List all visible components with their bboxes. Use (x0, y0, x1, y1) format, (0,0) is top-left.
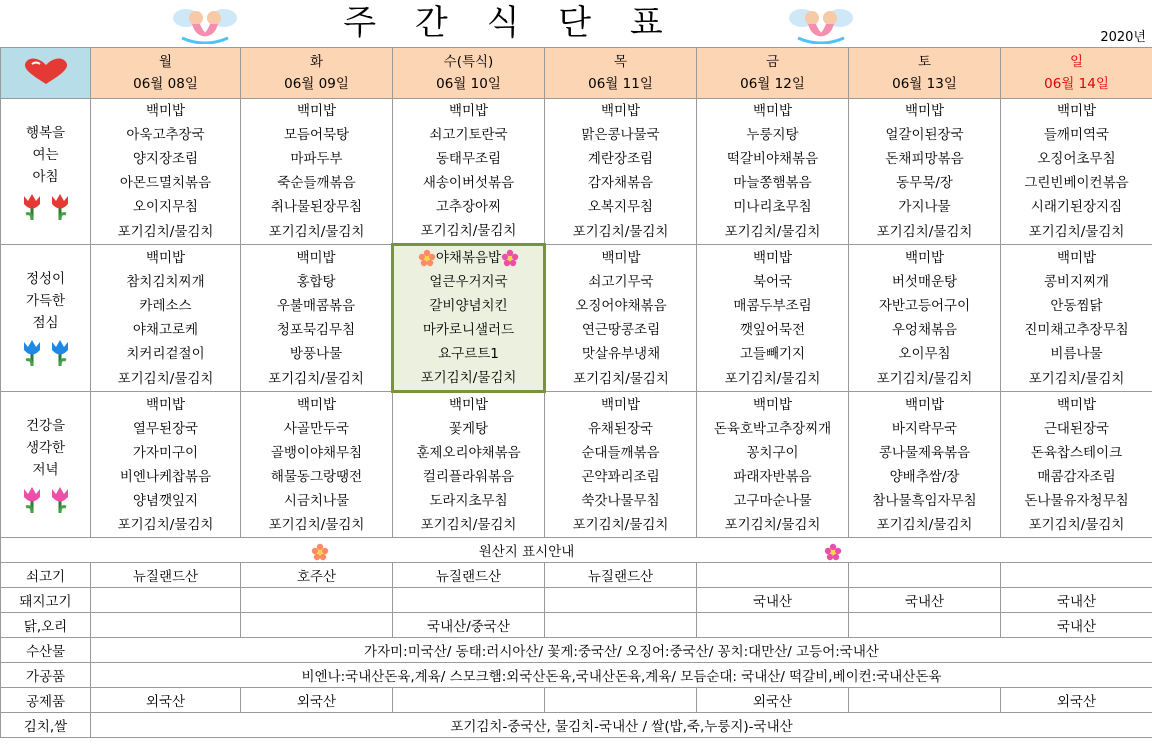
menu-item: 죽순들깨볶음 (241, 171, 393, 195)
menu-item: 백미밥 (1001, 392, 1152, 418)
meal-row (1, 171, 1152, 195)
menu-item: 백미밥 (241, 392, 393, 418)
origin-row-kimchi_rice (1, 713, 1152, 738)
menu-item: 골뱅이야채무침 (241, 441, 393, 465)
menu-item: 고추장아찌 (393, 195, 545, 219)
menu-item: 양배추쌈/장 (849, 465, 1001, 489)
menu-item: 들깨미역국 (1001, 123, 1152, 147)
flower-icon (824, 543, 842, 561)
menu-item: 포기김치/물김치 (241, 219, 393, 245)
menu-item: 백미밥 (241, 245, 393, 271)
origin-label: 가공품 (1, 663, 91, 688)
meal-label-line: 저녁 (32, 461, 59, 478)
day-date: 06월 14일 (1044, 76, 1109, 92)
menu-item: 취나물된장무침 (241, 195, 393, 219)
menu-item: 미나리초무침 (697, 195, 849, 219)
menu-item: 고구마순나물 (697, 489, 849, 513)
origin-label: 돼지고기 (1, 588, 91, 613)
day-date: 06월 11일 (588, 76, 653, 92)
day-header-row (1, 48, 1152, 99)
menu-item: 포기김치/물김치 (697, 513, 849, 538)
menu-item: 비엔나케찹볶음 (91, 465, 241, 489)
tulip-pink-icon (18, 485, 74, 515)
menu-item: 유채된장국 (545, 417, 697, 441)
origin-cell (393, 588, 545, 613)
menu-item: 콩비지찌개 (1001, 270, 1152, 294)
menu-item: 오이무침 (849, 342, 1001, 366)
menu-item: 백미밥 (697, 245, 849, 271)
meal-label-line: 여는 (32, 146, 59, 163)
menu-item: 사골만두국 (241, 417, 393, 441)
menu-item: 그린빈베이컨볶음 (1001, 171, 1152, 195)
meal-row (1, 123, 1152, 147)
origin-cell (697, 613, 849, 638)
day-header-4 (697, 48, 849, 99)
meal-row (1, 270, 1152, 294)
origin-row-pork (1, 588, 1152, 613)
origin-cell (241, 588, 393, 613)
menu-item: 오복지무침 (545, 195, 697, 219)
meal-row (1, 195, 1152, 219)
menu-item: 포기김치/물김치 (697, 366, 849, 392)
day-name: 토 (917, 54, 932, 70)
origin-cell (545, 688, 697, 713)
menu-item: 감자채볶음 (545, 171, 697, 195)
menu-item: 백미밥 (241, 99, 393, 124)
origin-cell: 외국산 (91, 688, 241, 713)
origin-text: 가자미:미국산/ 동태:러시아산/ 꽃게:중국산/ 오징어:중국산/ 꽁치:대만산/ 고등어:국내산 (91, 638, 1152, 663)
flower-icon (311, 543, 329, 561)
menu-item: 동태무조림 (393, 147, 545, 171)
day-date: 06월 10일 (436, 76, 501, 92)
year-label: 2020년 (1100, 30, 1146, 45)
menu-item: 누룽지탕 (697, 123, 849, 147)
menu-item: 포기김치/물김치 (393, 219, 545, 245)
origin-text: 포기김치-중국산, 물김치-국내산 / 쌀(밥,죽,누룽지)-국내산 (91, 713, 1152, 738)
menu-item: 포기김치/물김치 (241, 513, 393, 538)
origin-label: 공제품 (1, 688, 91, 713)
menu-item: 고들빼기지 (697, 342, 849, 366)
origin-row-rations (1, 688, 1152, 713)
menu-item: 포기김치/물김치 (91, 219, 241, 245)
meal-label-1 (1, 245, 91, 392)
menu-item: 쇠고기무국 (545, 270, 697, 294)
day-date: 06월 12일 (740, 76, 805, 92)
meal-label-2 (1, 392, 91, 538)
angel-icon (784, 2, 858, 44)
origin-row-poultry (1, 613, 1152, 638)
meal-label-line: 건강을 (25, 417, 66, 434)
origin-cell (1001, 563, 1152, 588)
menu-item: 돈채피망볶음 (849, 147, 1001, 171)
origin-text: 비엔나:국내산돈육,계육/ 스모크햄:외국산돈육,국내산돈육,계육/ 모듬순대: 국내산/ 떡갈비,베이컨:국내산돈육 (91, 663, 1152, 688)
menu-item: 백미밥 (849, 392, 1001, 418)
origin-cell (545, 613, 697, 638)
menu-item: 매콤감자조림 (1001, 465, 1152, 489)
day-name: 화 (309, 54, 324, 70)
menu-item: 참나물흑임자무침 (849, 489, 1001, 513)
origin-cell: 국내산 (849, 588, 1001, 613)
origin-title (1, 538, 1152, 563)
menu-item: 마파두부 (241, 147, 393, 171)
menu-item: 비름나물 (1001, 342, 1152, 366)
day-name: 목 (613, 54, 628, 70)
menu-item: 홍합탕 (241, 270, 393, 294)
menu-item: 백미밥 (1001, 99, 1152, 124)
menu-item: 포기김치/물김치 (91, 366, 241, 392)
tulip-blue-icon (18, 338, 74, 368)
menu-item: 오이지무침 (91, 195, 241, 219)
origin-cell (91, 588, 241, 613)
menu-item: 시래기된장지짐 (1001, 195, 1152, 219)
menu-item: 포기김치/물김치 (849, 366, 1001, 392)
origin-cell: 외국산 (1001, 688, 1152, 713)
menu-item: 백미밥 (697, 392, 849, 418)
menu-item: 얼큰우거지국 (393, 270, 545, 294)
menu-item: 모듬어묵탕 (241, 123, 393, 147)
heart-icon (20, 56, 72, 86)
menu-item: 연근땅콩조림 (545, 318, 697, 342)
meal-row (1, 147, 1152, 171)
menu-item: 방풍나물 (241, 342, 393, 366)
origin-row-processed (1, 663, 1152, 688)
menu-item: 백미밥 (1001, 245, 1152, 271)
origin-label: 쇠고기 (1, 563, 91, 588)
menu-item: 포기김치/물김치 (849, 219, 1001, 245)
day-header-1 (241, 48, 393, 99)
origin-title-text: 원산지 표시안내 (478, 543, 575, 560)
menu-item: 포기김치/물김치 (545, 513, 697, 538)
menu-item: 청포묵김무침 (241, 318, 393, 342)
menu-item: 곤약꽈리조림 (545, 465, 697, 489)
origin-cell: 뉴질랜드산 (393, 563, 545, 588)
menu-item: 포기김치/물김치 (697, 219, 849, 245)
meal-row (1, 366, 1152, 392)
origin-label: 닭,오리 (1, 613, 91, 638)
tulip-red-icon (18, 192, 74, 222)
meal-label-line: 행복을 (25, 124, 66, 141)
day-date: 06월 08일 (133, 76, 198, 92)
origin-cell (849, 563, 1001, 588)
day-header-0 (91, 48, 241, 99)
menu-item: 양지장조림 (91, 147, 241, 171)
day-name: 일 (1069, 54, 1084, 70)
origin-row-seafood (1, 638, 1152, 663)
day-date: 06월 09일 (284, 76, 349, 92)
day-name: 금 (765, 54, 780, 70)
menu-item-text: 야채볶음밥 (435, 250, 502, 266)
meal-label-line: 아침 (32, 168, 59, 185)
menu-item: 백미밥 (849, 245, 1001, 271)
menu-item: 우불매콤볶음 (241, 294, 393, 318)
menu-item: 포기김치/물김치 (393, 513, 545, 538)
menu-item: 자반고등어구이 (849, 294, 1001, 318)
meal-row (1, 342, 1152, 366)
meal-row (1, 441, 1152, 465)
day-name: 수(특식) (443, 54, 494, 70)
meal-label-line: 정성이 (25, 271, 66, 287)
menu-item: 백미밥 (545, 392, 697, 418)
origin-cell (849, 688, 1001, 713)
origin-cell: 국내산 (1001, 588, 1152, 613)
menu-item: 깻잎어묵전 (697, 318, 849, 342)
menu-item: 꽁치구이 (697, 441, 849, 465)
meal-row (1, 294, 1152, 318)
menu-item: 도라지초무침 (393, 489, 545, 513)
menu-item: 양념깻잎지 (91, 489, 241, 513)
menu-item: 아욱고추장국 (91, 123, 241, 147)
origin-cell (91, 613, 241, 638)
day-header-2 (393, 48, 545, 99)
origin-cell (241, 613, 393, 638)
origin-cell: 국내산 (697, 588, 849, 613)
meal-label-line: 생각한 (25, 439, 66, 456)
title-bar (0, 0, 1152, 47)
menu-item: 콩나물제육볶음 (849, 441, 1001, 465)
menu-item: 포기김치/물김치 (1001, 219, 1152, 245)
menu-item: 야채고로케 (91, 318, 241, 342)
meal-label-0 (1, 99, 91, 245)
menu-item: 백미밥 (91, 99, 241, 124)
origin-cell: 호주산 (241, 563, 393, 588)
menu-item: 계란장조림 (545, 147, 697, 171)
menu-item: 바지락무국 (849, 417, 1001, 441)
menu-item: 갈비양념치킨 (393, 294, 545, 318)
menu-item: 가자미구이 (91, 441, 241, 465)
origin-cell: 외국산 (697, 688, 849, 713)
origin-row-beef (1, 563, 1152, 588)
menu-item: 카레소스 (91, 294, 241, 318)
meal-row (1, 392, 1152, 418)
meal-row (1, 245, 1152, 271)
menu-item: 백미밥 (545, 245, 697, 271)
menu-item: 마늘쫑햄볶음 (697, 171, 849, 195)
origin-cell (393, 688, 545, 713)
menu-item: 포기김치/물김치 (241, 366, 393, 392)
menu-item: 해물동그랑땡전 (241, 465, 393, 489)
menu-item: 백미밥 (393, 392, 545, 418)
menu-item: 열무된장국 (91, 417, 241, 441)
menu-item: 백미밥 (91, 392, 241, 418)
menu-item: 마카로니샐러드 (393, 318, 545, 342)
menu-item: 새송이버섯볶음 (393, 171, 545, 195)
menu-item: 돈육찹스테이크 (1001, 441, 1152, 465)
meal-row (1, 318, 1152, 342)
menu-item: 동무묵/장 (849, 171, 1001, 195)
day-header-5 (849, 48, 1001, 99)
menu-item: 가지나물 (849, 195, 1001, 219)
menu-item: 떡갈비야채볶음 (697, 147, 849, 171)
origin-cell (697, 563, 849, 588)
menu-item: 꽃게탕 (393, 417, 545, 441)
origin-cell (545, 588, 697, 613)
menu-item: 참치김치찌개 (91, 270, 241, 294)
origin-cell: 뉴질랜드산 (545, 563, 697, 588)
menu-item: 포기김치/물김치 (545, 219, 697, 245)
origin-label: 김치,쌀 (1, 713, 91, 738)
menu-item: 백미밥 (545, 99, 697, 124)
menu-item: 쇠고기토란국 (393, 123, 545, 147)
menu-item: 컬리플라워볶음 (393, 465, 545, 489)
menu-item: 백미밥 (393, 99, 545, 124)
menu-item: 치커리겉절이 (91, 342, 241, 366)
origin-title-row (1, 538, 1152, 563)
day-name: 월 (158, 54, 173, 70)
menu-item: 얼갈이된장국 (849, 123, 1001, 147)
day-header-6 (1001, 48, 1152, 99)
menu-item: 버섯매운탕 (849, 270, 1001, 294)
menu-item: 포기김치/물김치 (1001, 366, 1152, 392)
origin-cell (849, 613, 1001, 638)
menu-item: 북어국 (697, 270, 849, 294)
menu-item: 맛살유부냉채 (545, 342, 697, 366)
menu-item: 백미밥 (91, 245, 241, 271)
corner-cell (1, 48, 91, 99)
menu-item: 돈나물유자청무침 (1001, 489, 1152, 513)
menu-item (393, 245, 545, 271)
menu-item: 맑은콩나물국 (545, 123, 697, 147)
menu-item: 백미밥 (697, 99, 849, 124)
menu-item: 포기김치/물김치 (91, 513, 241, 538)
menu-item: 우엉채볶음 (849, 318, 1001, 342)
day-date: 06월 13일 (892, 76, 957, 92)
meal-label-line: 점심 (32, 315, 59, 331)
menu-item: 쑥갓나물무침 (545, 489, 697, 513)
menu-table (0, 47, 1152, 738)
menu-item: 시금치나물 (241, 489, 393, 513)
menu-item: 안동찜닭 (1001, 294, 1152, 318)
angel-icon (168, 2, 242, 44)
menu-item: 아몬드멸치볶음 (91, 171, 241, 195)
meal-row (1, 489, 1152, 513)
flower-icon (418, 249, 436, 267)
menu-item: 진미채고추장무침 (1001, 318, 1152, 342)
meal-label-line: 가득한 (25, 293, 66, 309)
meal-row (1, 513, 1152, 538)
menu-item: 오징어야채볶음 (545, 294, 697, 318)
meal-row (1, 99, 1152, 124)
menu-item: 파래자반볶음 (697, 465, 849, 489)
menu-item: 오징어초무침 (1001, 147, 1152, 171)
menu-item: 근대된장국 (1001, 417, 1152, 441)
menu-item: 포기김치/물김치 (393, 366, 545, 392)
origin-cell: 국내산/중국산 (393, 613, 545, 638)
menu-item: 포기김치/물김치 (1001, 513, 1152, 538)
origin-cell: 뉴질랜드산 (91, 563, 241, 588)
menu-item: 요구르트1 (393, 342, 545, 366)
menu-item: 포기김치/물김치 (849, 513, 1001, 538)
menu-item: 백미밥 (849, 99, 1001, 124)
flower-icon (501, 249, 519, 267)
menu-item: 순대들깨볶음 (545, 441, 697, 465)
meal-row (1, 465, 1152, 489)
menu-item: 돈육호박고추장찌개 (697, 417, 849, 441)
menu-item: 훈제오리야채볶음 (393, 441, 545, 465)
menu-item: 포기김치/물김치 (545, 366, 697, 392)
origin-label: 수산물 (1, 638, 91, 663)
page-title: 주 간 식 단 표 (343, 3, 677, 43)
meal-row (1, 417, 1152, 441)
meal-row (1, 219, 1152, 245)
day-header-3 (545, 48, 697, 99)
menu-item: 매콤두부조림 (697, 294, 849, 318)
origin-cell: 국내산 (1001, 613, 1152, 638)
origin-cell: 외국산 (241, 688, 393, 713)
